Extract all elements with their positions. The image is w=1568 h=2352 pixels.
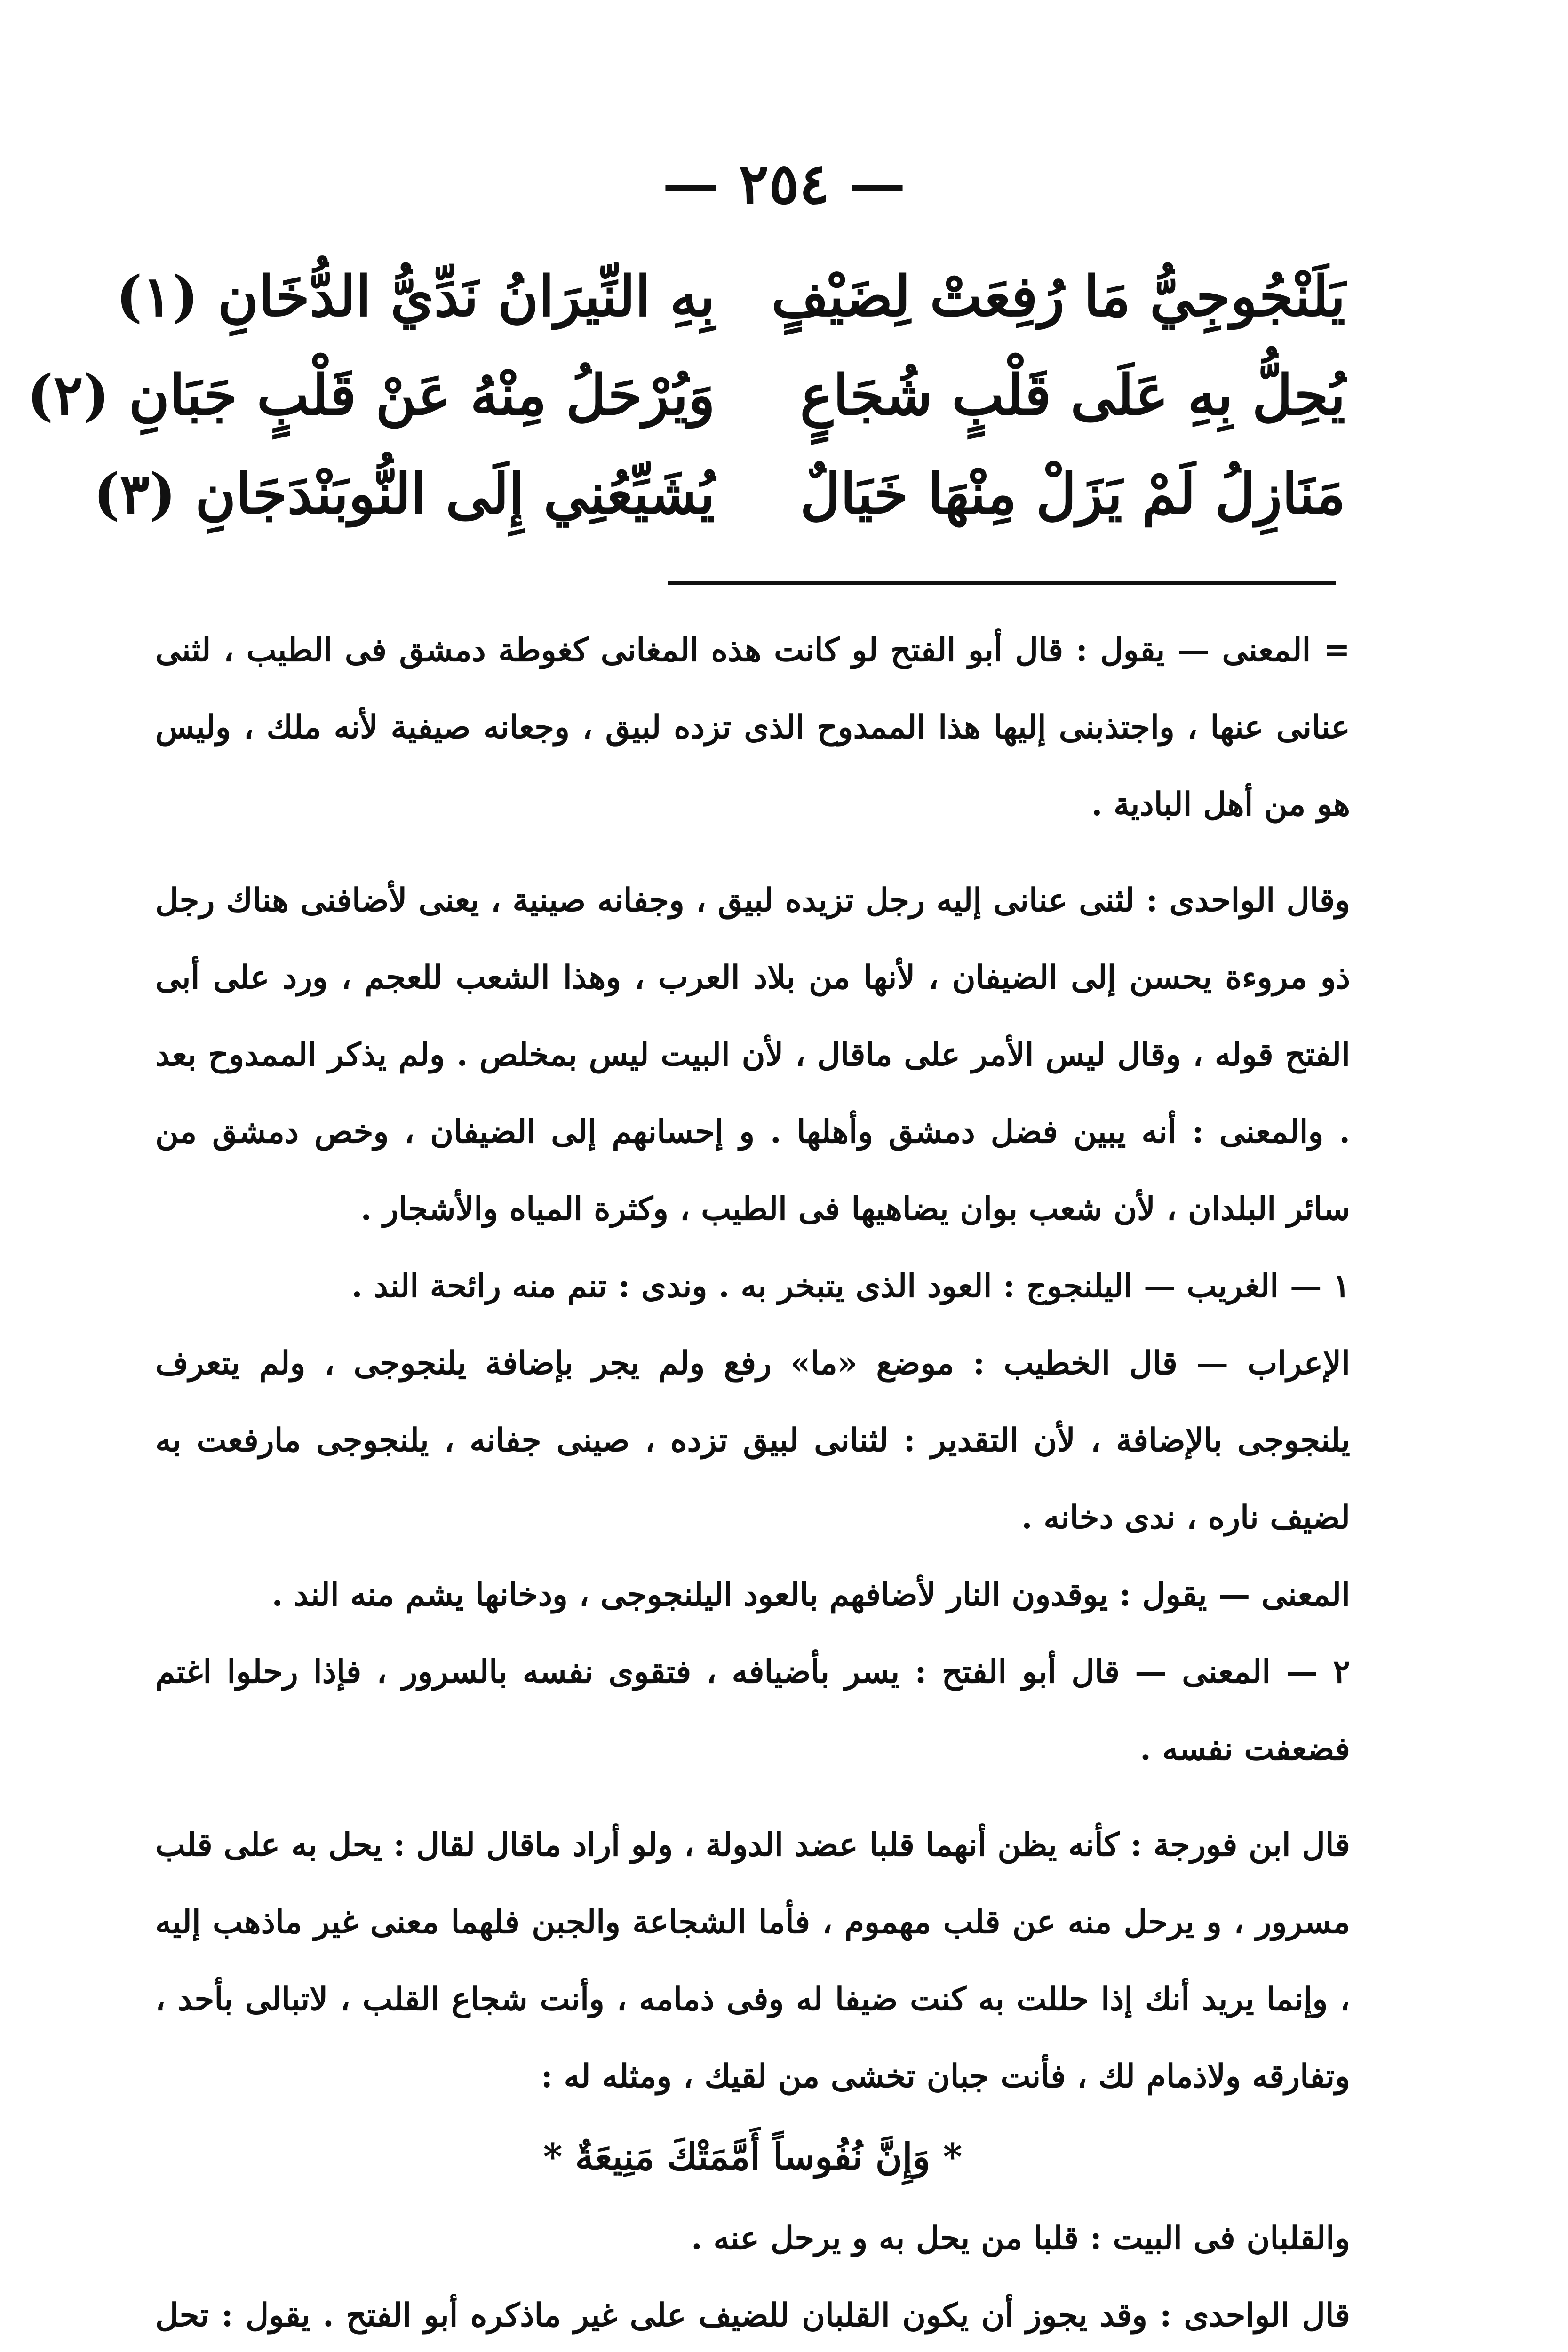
verse-3-first-hemistich: مَنَازِلُ لَمْ يَزَلْ مِنْهَا خَيَالٌ: [800, 461, 1345, 526]
verse-line-1: [116, 263, 1345, 362]
commentary-ibn-furraja: قال ابن فورجة : كأنه يظن أنهما قلبا عضد الدولة ، ولو أراد ماقال لقال : يحل به على قلب مسرور ، و يرحل منه عن قلب مهموم ، فأما الشجاعة والجبن فلهما معنى غير ماذهب إليه ، وإنما يريد أنك إذا حللت به كنت ضيفا له وفى ذمامه ، وأنت شجاع القلب ، لاتبالى بأحد ، وتفارقه ولاذمام لك ، فأنت جبان تخشى من لقيك ، ومثله له :: [155, 1826, 1350, 2095]
commentary-wahidi: وقال الواحدى : لثنى عنانى إليه رجل تزيده لبيق ، وجفانه صينية ، يعنى لأضافنى هناك رجل ذو مروءة يحسن إلى الضيفان ، لأنها من بلاد العرب ، وهذا الشعب للعجم ، ورد على أبى الفتح قوله ، وقال ليس الأمر على ماقال ، لأن البيت ليس بمخلص . ولم يذكر الممدوح بعد . والمعنى : أنه يبين فضل دمشق وأهلها . و إحسانهم إلى الضيفان ، وخص دمشق من سائر البلدان ، لأن شعب بوان يضاهيها فى الطيب ، وكثرة المياه والأشجار .: [155, 882, 1350, 1228]
commentary-meaning-abu-alfath: = المعنى — يقول : قال أبو الفتح لو كانت هذه المغانى كغوطة دمشق فى الطيب ، لثنى عنانى عنها ، واجتذبنى إليها هذا الممدوح الذى تزده لبيق ، وجعانه صيفية لأنه ملك ، وليس هو من أهل البادية .: [155, 631, 1350, 823]
verse-2-second-hemistich: وَيُرْحَلُ مِنْهُ عَنْ قَلْبٍ جَبَانِ (٢): [27, 362, 715, 428]
footnote-divider: [668, 581, 1336, 585]
commentary-block: [155, 612, 1350, 2352]
quoted-hemistich: * وَإِنَّ نُفُوساً أَمَّمَتْكَ مَنِيعَةٌ *: [543, 2136, 963, 2178]
commentary-two-hearts: والقلبان فى البيت : قلبا من يحل به و يرحل عنه .: [691, 2219, 1350, 2257]
verse-2-first-hemistich: يُحِلُّ بِهِ عَلَى قَلْبٍ شُجَاعٍ: [800, 362, 1345, 428]
verse-3-second-hemistich: يُشَيِّعُنِي إِلَى النُّوبَنْدَجَانِ (٣): [93, 461, 715, 526]
note-1-meaning: المعنى — يقول : يوقدون النار لأضافهم بالعود اليلنجوجى ، ودخانها يشم منه الند .: [271, 1576, 1350, 1613]
verse-line-3: [93, 461, 1345, 560]
note-1-irab: الإعراب — قال الخطيب : موضع «ما» رفع ولم يجر بإضافة يلنجوجى ، ولم يتعرف يلنجوجى بالإضافة ، لأن التقدير : لثنانى لبيق تزده ، صينى جفانه ، يلنجوجى مارفعت به لضيف ناره ، ندى دخانه .: [155, 1344, 1350, 1536]
page-number: — ٢٥٤ —: [662, 151, 906, 217]
verse-1-second-hemistich: بِهِ النِّيرَانُ نَدِّيُّ الدُّخَانِ (١): [116, 263, 715, 329]
verse-block: [27, 263, 1345, 560]
commentary-wahidi-2: قال الواحدى : وقد يجوز أن يكون القلبان للضيف على غير ماذكره أبو الفتح . يقول : تحل: [155, 2296, 1350, 2334]
verse-1-first-hemistich: يَلَنْجُوجِيُّ مَا رُفِعَتْ لِضَيْفٍ: [771, 263, 1345, 329]
verse-line-2: [27, 362, 1345, 461]
note-1-gharib: ١ — الغريب — اليلنجوج : العود الذى يتبخر به . وندى : تنم منه رائحة الند .: [351, 1267, 1350, 1305]
note-2-meaning: ٢ — المعنى — قال أبو الفتح : يسر بأضيافه ، فتقوى نفسه بالسرور ، فإذا رحلوا اغتم فضعفت نفسه .: [155, 1653, 1350, 1768]
